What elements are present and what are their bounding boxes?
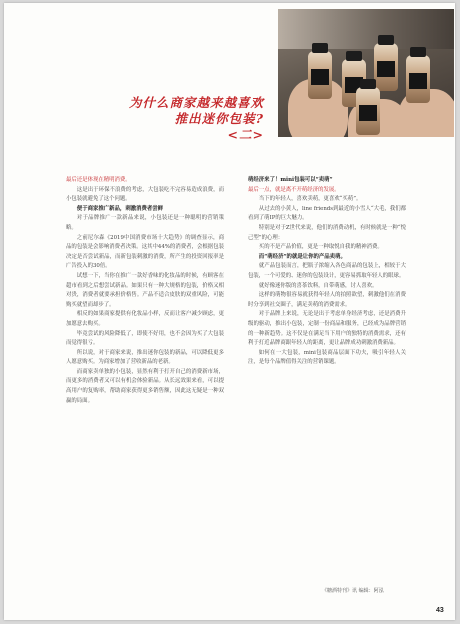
paragraph: 最后一点，就是离不开萌经济的发展。 xyxy=(248,186,340,193)
mini-bottle xyxy=(356,87,380,135)
paragraph: 之前尼尔森《2019中国消费市场十大趋势》的调查显示，商品的包装是会影响消费者决策。这其中44%的消费者，会根据包装决定是否尝试新品，而新包装刺激的消费，所产生的投资回报率是广告投入的30倍。 xyxy=(66,234,224,270)
paragraph: 这样的萌物很容易就获得年轻人的拍照欲望，刺激他们在消费时分享到社交圈子，满足卖萌的消费需求。 xyxy=(248,292,406,308)
title-line-1: 为什么商家越来越喜欢 xyxy=(128,95,264,110)
mini-bottle xyxy=(308,51,332,99)
mini-bottle xyxy=(374,43,398,91)
article-title xyxy=(84,95,264,143)
paragraph: 如何在一大包装，mini包装商品层面下功夫，吸引年轻人关注，是每个品牌值得关注的营销课题。 xyxy=(248,349,406,366)
page-number: 43 xyxy=(436,607,444,614)
paragraph: 毕竟尝试的风险降低了，即使不好用，也不会因为买了大包装而觉得很亏。 xyxy=(66,330,224,347)
paragraph: 从过去的小黄人，line friends到最近的小雪人“大毛，我们都看到了萌IP的巨大魅力。 xyxy=(248,205,406,222)
paragraph: 买的不是产品价值，更是一种取悦自我的精神消费。 xyxy=(258,244,383,251)
section-heading: 便于商家推广新品，刺激消费者尝鲜 xyxy=(76,205,164,212)
paragraph: 对于品牌推广一款新品来说，小包装还是一种聪明的营销策略。 xyxy=(66,215,224,231)
magazine-page xyxy=(4,3,455,620)
paragraph: 最后还是体现在精明消费。 xyxy=(66,177,131,183)
product-photo xyxy=(278,9,454,137)
section-heading: 萌经济来了！mini包装可以“卖萌” xyxy=(248,177,333,183)
paragraph: 而商家卖单独的小包装，显然有利于打开自己的消费新市场，而更多的消费者又可以有机会体验新品。从长远效果来看，可以提高用户的复购率，帮助商家获得更多销售额，因此这无疑是一种双赢的局面。 xyxy=(66,368,224,404)
paragraph: 相反的如果商家提供有化妆品小样，反而让客户减少顾虑，更加愿意去购买。 xyxy=(66,311,224,327)
left-column xyxy=(66,176,224,406)
right-column xyxy=(248,176,406,368)
section-heading: 而“萌经济”的就是让你的产品卖萌。 xyxy=(258,253,346,260)
paragraph: 就产品包装而言，把瓶子浓缩入各色商品的包装上，相较于大包装，一个可爱的、迷你的包装设计，更容易抓取年轻人的眼球。 xyxy=(248,263,406,279)
title-line-2: 推出迷你包装? xyxy=(174,111,264,126)
photo-background xyxy=(278,9,454,49)
paragraph: 所以说，对于商家来说，推出迷你包装的新品，可以降低更多人愿意购买。为商家增加了营收新品的老新。 xyxy=(66,349,224,366)
paragraph: 当下的年轻人，喜欢卖萌，更喜欢“买萌”。 xyxy=(258,196,362,203)
title-line-3: <二> xyxy=(227,127,264,142)
editor-credit: 《糖酒特刊》讯 编辑：阿泓 xyxy=(322,588,384,594)
paragraph: 对于品牌上来说，无论是出于考虑单身经济考虑，还是消费升级的驱动，推出小包装，定制一份商品和服务，已经成为品牌营销的一种新趋势。这不仅是在满足当下用户的独特的消费需求，还有利于打近品牌商跟年轻人的距离，更让品牌成功刺激消费新品。 xyxy=(248,311,406,347)
paragraph: 试想一下，当你在推广一款好香味的化妆品的时候，有顾客在超市看到之后想尝试新品。如果只有一种大规格的包装，价格又相对贵，消费者就要承担价格售。产品不适合皮肤的双重风险，可能购买就望而却步了。 xyxy=(66,272,224,308)
mini-bottle xyxy=(406,55,430,103)
paragraph: 特别是对于Z世代来说，他们的消费动机，有时候就是一种“悦己型”的心理： xyxy=(248,224,406,241)
paragraph: 这是出于环保不浪费的考虑，大包装吃不完容易造成浪费，而小包装就避免了这个问题。 xyxy=(66,186,224,203)
paragraph: 就好像迷你版的喜茶饮料，自带萌感，讨人喜欢。 xyxy=(258,282,378,289)
